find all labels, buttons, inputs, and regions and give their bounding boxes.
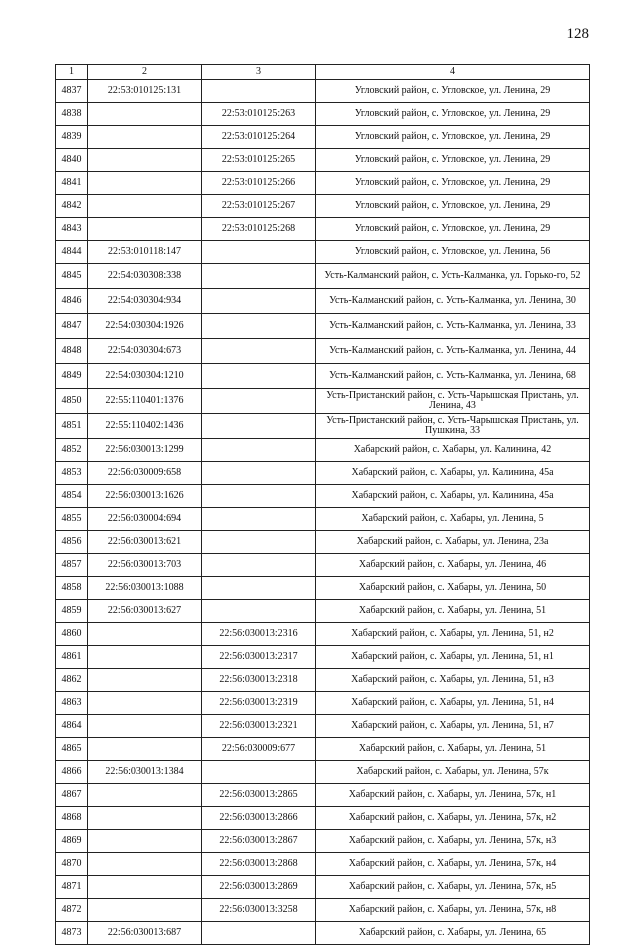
- premises-cadastral-number-cell: [202, 241, 316, 264]
- premises-cadastral-number-cell: 22:56:030013:2869: [202, 876, 316, 899]
- row-number-cell: 4849: [56, 364, 88, 389]
- row-number-cell: 4845: [56, 264, 88, 289]
- table-header-row: [56, 65, 590, 80]
- address-cell: Угловский район, с. Угловское, ул. Ленина, 29: [316, 103, 590, 126]
- row-number-cell: 4871: [56, 876, 88, 899]
- premises-cadastral-number-cell: 22:56:030013:2866: [202, 807, 316, 830]
- row-number-cell: 4873: [56, 922, 88, 945]
- cadastral-number-cell: 22:54:030308:338: [88, 264, 202, 289]
- address-cell: Хабарский район, с. Хабары, ул. Ленина, 65: [316, 922, 590, 945]
- cadastral-number-cell: 22:56:030013:687: [88, 922, 202, 945]
- premises-cadastral-number-cell: [202, 922, 316, 945]
- table-row: [56, 339, 590, 364]
- page-number: 128: [566, 26, 589, 42]
- row-number-cell: 4856: [56, 531, 88, 554]
- premises-cadastral-number-cell: [202, 314, 316, 339]
- table-row: [56, 761, 590, 784]
- row-number-cell: 4869: [56, 830, 88, 853]
- premises-cadastral-number-cell: 22:56:030013:2318: [202, 669, 316, 692]
- table-row: [56, 172, 590, 195]
- premises-cadastral-number-cell: 22:53:010125:265: [202, 149, 316, 172]
- table-row: [56, 531, 590, 554]
- header-col-3: 3: [202, 65, 316, 80]
- premises-cadastral-number-cell: [202, 462, 316, 485]
- table-row: [56, 577, 590, 600]
- cadastral-number-cell: [88, 623, 202, 646]
- address-cell: Угловский район, с. Угловское, ул. Ленина, 29: [316, 80, 590, 103]
- header-col-2: 2: [88, 65, 202, 80]
- cadastral-number-cell: 22:54:030304:673: [88, 339, 202, 364]
- table-row: [56, 784, 590, 807]
- table-row: [56, 669, 590, 692]
- premises-cadastral-number-cell: 22:53:010125:266: [202, 172, 316, 195]
- address-cell: Хабарский район, с. Хабары, ул. Ленина, 57к, н8: [316, 899, 590, 922]
- cadastral-number-cell: 22:53:010125:131: [88, 80, 202, 103]
- table-row: [56, 195, 590, 218]
- address-cell: Угловский район, с. Угловское, ул. Ленина, 56: [316, 241, 590, 264]
- row-number-cell: 4844: [56, 241, 88, 264]
- table-row: [56, 554, 590, 577]
- row-number-cell: 4840: [56, 149, 88, 172]
- address-cell: Усть-Калманский район, с. Усть-Калманка, ул. Ленина, 30: [316, 289, 590, 314]
- table-row: [56, 508, 590, 531]
- address-cell: Усть-Калманский район, с. Усть-Калманка, ул. Ленина, 68: [316, 364, 590, 389]
- cadastral-number-cell: [88, 149, 202, 172]
- table-row: [56, 623, 590, 646]
- table-row: [56, 876, 590, 899]
- table-row: [56, 80, 590, 103]
- row-number-cell: 4843: [56, 218, 88, 241]
- table-row: [56, 922, 590, 945]
- cadastral-number-cell: [88, 830, 202, 853]
- table-row: [56, 830, 590, 853]
- premises-cadastral-number-cell: 22:56:030009:677: [202, 738, 316, 761]
- registry-table: [55, 64, 590, 945]
- table-row: [56, 126, 590, 149]
- premises-cadastral-number-cell: 22:56:030013:2321: [202, 715, 316, 738]
- premises-cadastral-number-cell: 22:56:030013:2319: [202, 692, 316, 715]
- row-number-cell: 4863: [56, 692, 88, 715]
- table-row: [56, 149, 590, 172]
- address-cell: Хабарский район, с. Хабары, ул. Ленина, 23а: [316, 531, 590, 554]
- cadastral-number-cell: [88, 218, 202, 241]
- row-number-cell: 4846: [56, 289, 88, 314]
- address-cell: Угловский район, с. Угловское, ул. Ленина, 29: [316, 218, 590, 241]
- row-number-cell: 4862: [56, 669, 88, 692]
- row-number-cell: 4839: [56, 126, 88, 149]
- cadastral-number-cell: 22:53:010118:147: [88, 241, 202, 264]
- cadastral-number-cell: 22:56:030013:1299: [88, 439, 202, 462]
- address-cell: Хабарский район, с. Хабары, ул. Ленина, 51, н7: [316, 715, 590, 738]
- table-row: [56, 439, 590, 462]
- premises-cadastral-number-cell: [202, 600, 316, 623]
- premises-cadastral-number-cell: 22:56:030013:2865: [202, 784, 316, 807]
- row-number-cell: 4859: [56, 600, 88, 623]
- cadastral-number-cell: [88, 646, 202, 669]
- row-number-cell: 4858: [56, 577, 88, 600]
- table-row: [56, 692, 590, 715]
- row-number-cell: 4842: [56, 195, 88, 218]
- row-number-cell: 4847: [56, 314, 88, 339]
- cadastral-number-cell: 22:56:030009:658: [88, 462, 202, 485]
- cadastral-number-cell: [88, 738, 202, 761]
- premises-cadastral-number-cell: 22:56:030013:3258: [202, 899, 316, 922]
- premises-cadastral-number-cell: [202, 761, 316, 784]
- cadastral-number-cell: 22:56:030004:694: [88, 508, 202, 531]
- address-cell: Усть-Калманский район, с. Усть-Калманка, ул. Горько-го, 52: [316, 264, 590, 289]
- address-cell: Хабарский район, с. Хабары, ул. Калинина, 45а: [316, 485, 590, 508]
- table-row: [56, 241, 590, 264]
- row-number-cell: 4851: [56, 414, 88, 439]
- table-row: [56, 715, 590, 738]
- table-body: [56, 80, 590, 945]
- premises-cadastral-number-cell: [202, 389, 316, 414]
- premises-cadastral-number-cell: 22:56:030013:2867: [202, 830, 316, 853]
- address-cell: Хабарский район, с. Хабары, ул. Ленина, 51: [316, 738, 590, 761]
- table-row: [56, 289, 590, 314]
- premises-cadastral-number-cell: 22:53:010125:267: [202, 195, 316, 218]
- row-number-cell: 4837: [56, 80, 88, 103]
- row-number-cell: 4838: [56, 103, 88, 126]
- address-cell: Хабарский район, с. Хабары, ул. Ленина, 50: [316, 577, 590, 600]
- row-number-cell: 4852: [56, 439, 88, 462]
- address-cell: Угловский район, с. Угловское, ул. Ленина, 29: [316, 126, 590, 149]
- row-number-cell: 4870: [56, 853, 88, 876]
- premises-cadastral-number-cell: [202, 554, 316, 577]
- cadastral-number-cell: [88, 784, 202, 807]
- address-cell: Угловский район, с. Угловское, ул. Ленина, 29: [316, 195, 590, 218]
- row-number-cell: 4860: [56, 623, 88, 646]
- address-cell: Хабарский район, с. Хабары, ул. Калинина, 42: [316, 439, 590, 462]
- row-number-cell: 4864: [56, 715, 88, 738]
- table-row: [56, 646, 590, 669]
- table-row: [56, 485, 590, 508]
- cadastral-number-cell: [88, 172, 202, 195]
- table-row: [56, 738, 590, 761]
- table-row: [56, 853, 590, 876]
- address-cell: Усть-Пристанский район, с. Усть-Чарышская Пристань, ул. Пушкина, 33: [316, 414, 590, 439]
- table-row: [56, 600, 590, 623]
- cadastral-number-cell: 22:55:110401:1376: [88, 389, 202, 414]
- header-col-4: 4: [316, 65, 590, 80]
- cadastral-number-cell: [88, 899, 202, 922]
- cadastral-number-cell: 22:55:110402:1436: [88, 414, 202, 439]
- cadastral-number-cell: [88, 103, 202, 126]
- row-number-cell: 4853: [56, 462, 88, 485]
- cadastral-number-cell: 22:56:030013:627: [88, 600, 202, 623]
- row-number-cell: 4855: [56, 508, 88, 531]
- address-cell: Хабарский район, с. Хабары, ул. Ленина, 51, н2: [316, 623, 590, 646]
- address-cell: Хабарский район, с. Хабары, ул. Ленина, 57к, н3: [316, 830, 590, 853]
- address-cell: Хабарский район, с. Хабары, ул. Ленина, 5: [316, 508, 590, 531]
- address-cell: Угловский район, с. Угловское, ул. Ленина, 29: [316, 172, 590, 195]
- row-number-cell: 4841: [56, 172, 88, 195]
- premises-cadastral-number-cell: [202, 364, 316, 389]
- cadastral-number-cell: [88, 692, 202, 715]
- cadastral-number-cell: 22:56:030013:703: [88, 554, 202, 577]
- table-row: [56, 314, 590, 339]
- cadastral-number-cell: 22:54:030304:1210: [88, 364, 202, 389]
- table-row: [56, 103, 590, 126]
- cadastral-number-cell: 22:56:030013:1088: [88, 577, 202, 600]
- table-row: [56, 389, 590, 414]
- address-cell: Угловский район, с. Угловское, ул. Ленина, 29: [316, 149, 590, 172]
- premises-cadastral-number-cell: [202, 289, 316, 314]
- row-number-cell: 4866: [56, 761, 88, 784]
- cadastral-number-cell: [88, 807, 202, 830]
- cadastral-number-cell: [88, 126, 202, 149]
- premises-cadastral-number-cell: [202, 414, 316, 439]
- row-number-cell: 4868: [56, 807, 88, 830]
- premises-cadastral-number-cell: [202, 264, 316, 289]
- premises-cadastral-number-cell: [202, 485, 316, 508]
- address-cell: Усть-Калманский район, с. Усть-Калманка, ул. Ленина, 33: [316, 314, 590, 339]
- address-cell: Хабарский район, с. Хабары, ул. Ленина, 57к, н4: [316, 853, 590, 876]
- premises-cadastral-number-cell: [202, 439, 316, 462]
- address-cell: Хабарский район, с. Хабары, ул. Ленина, 57к: [316, 761, 590, 784]
- address-cell: Хабарский район, с. Хабары, ул. Ленина, 46: [316, 554, 590, 577]
- row-number-cell: 4867: [56, 784, 88, 807]
- table-row: [56, 899, 590, 922]
- row-number-cell: 4848: [56, 339, 88, 364]
- premises-cadastral-number-cell: 22:53:010125:268: [202, 218, 316, 241]
- table-row: [56, 364, 590, 389]
- address-cell: Хабарский район, с. Хабары, ул. Ленина, 51, н3: [316, 669, 590, 692]
- table-row: [56, 807, 590, 830]
- cadastral-number-cell: [88, 669, 202, 692]
- address-cell: Усть-Калманский район, с. Усть-Калманка, ул. Ленина, 44: [316, 339, 590, 364]
- row-number-cell: 4857: [56, 554, 88, 577]
- premises-cadastral-number-cell: 22:56:030013:2317: [202, 646, 316, 669]
- address-cell: Хабарский район, с. Хабары, ул. Ленина, 51: [316, 600, 590, 623]
- premises-cadastral-number-cell: 22:56:030013:2868: [202, 853, 316, 876]
- header-col-1: 1: [56, 65, 88, 80]
- premises-cadastral-number-cell: [202, 577, 316, 600]
- address-cell: Хабарский район, с. Хабары, ул. Ленина, 57к, н5: [316, 876, 590, 899]
- table-row: [56, 414, 590, 439]
- cadastral-number-cell: [88, 715, 202, 738]
- address-cell: Хабарский район, с. Хабары, ул. Калинина, 45а: [316, 462, 590, 485]
- premises-cadastral-number-cell: 22:53:010125:263: [202, 103, 316, 126]
- cadastral-number-cell: [88, 195, 202, 218]
- address-cell: Хабарский район, с. Хабары, ул. Ленина, 51, н1: [316, 646, 590, 669]
- row-number-cell: 4865: [56, 738, 88, 761]
- premises-cadastral-number-cell: [202, 508, 316, 531]
- premises-cadastral-number-cell: 22:53:010125:264: [202, 126, 316, 149]
- address-cell: Хабарский район, с. Хабары, ул. Ленина, 57к, н2: [316, 807, 590, 830]
- row-number-cell: 4854: [56, 485, 88, 508]
- row-number-cell: 4861: [56, 646, 88, 669]
- row-number-cell: 4850: [56, 389, 88, 414]
- premises-cadastral-number-cell: 22:56:030013:2316: [202, 623, 316, 646]
- premises-cadastral-number-cell: [202, 531, 316, 554]
- row-number-cell: 4872: [56, 899, 88, 922]
- cadastral-number-cell: 22:54:030304:1926: [88, 314, 202, 339]
- address-cell: Хабарский район, с. Хабары, ул. Ленина, 51, н4: [316, 692, 590, 715]
- table-row: [56, 218, 590, 241]
- table-row: [56, 462, 590, 485]
- cadastral-number-cell: 22:56:030013:621: [88, 531, 202, 554]
- address-cell: Усть-Пристанский район, с. Усть-Чарышская Пристань, ул. Ленина, 43: [316, 389, 590, 414]
- cadastral-number-cell: 22:56:030013:1626: [88, 485, 202, 508]
- cadastral-number-cell: [88, 853, 202, 876]
- premises-cadastral-number-cell: [202, 339, 316, 364]
- cadastral-number-cell: [88, 876, 202, 899]
- table-row: [56, 264, 590, 289]
- cadastral-number-cell: 22:56:030013:1384: [88, 761, 202, 784]
- address-cell: Хабарский район, с. Хабары, ул. Ленина, 57к, н1: [316, 784, 590, 807]
- premises-cadastral-number-cell: [202, 80, 316, 103]
- cadastral-number-cell: 22:54:030304:934: [88, 289, 202, 314]
